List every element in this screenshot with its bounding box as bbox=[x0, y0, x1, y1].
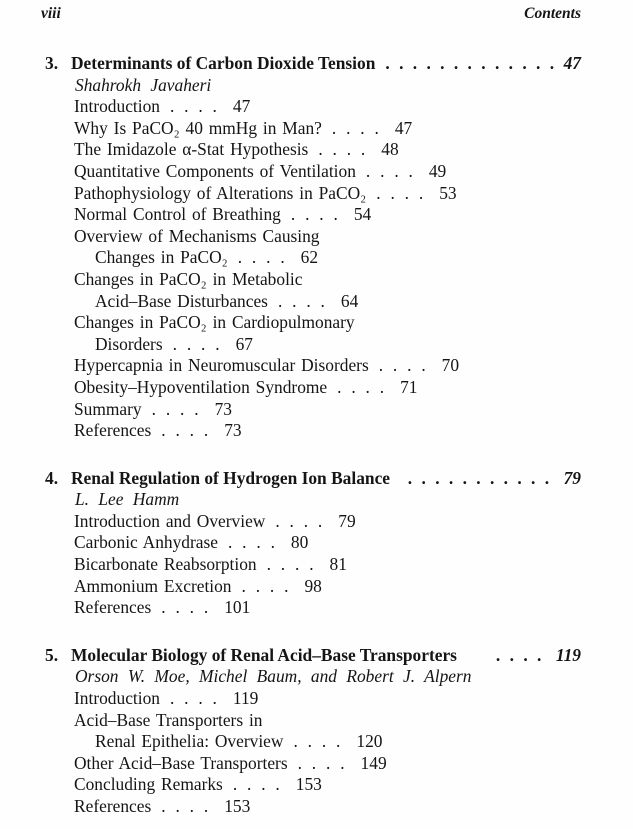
chapter-heading bbox=[41, 468, 581, 490]
chapter-heading bbox=[41, 53, 581, 75]
dot-leader: . . . . bbox=[318, 139, 368, 160]
toc-entry-title: Bicarbonate Reabsorption bbox=[74, 554, 257, 575]
toc-entry-page: 64 bbox=[340, 290, 359, 311]
chapter-number: 3. bbox=[45, 53, 59, 73]
toc-entry-page: 70 bbox=[441, 355, 460, 376]
toc-entry-title: References bbox=[74, 420, 152, 441]
toc-entry-page: 119 bbox=[232, 688, 259, 709]
toc-entry-page: 47 bbox=[232, 96, 251, 117]
dot-leader: . . . . bbox=[161, 597, 211, 618]
toc-entry-title: Disorders bbox=[95, 333, 163, 354]
toc-entry-title: Normal Control of Breathing bbox=[74, 204, 281, 225]
toc-entry bbox=[41, 247, 581, 269]
toc-chapter bbox=[41, 53, 581, 442]
toc-entry bbox=[41, 269, 581, 291]
toc-entry-page: 73 bbox=[224, 420, 242, 441]
toc-entry bbox=[41, 688, 581, 710]
toc-entry-title: Concluding Remarks bbox=[74, 774, 223, 795]
chapter-authors: L. Lee Hamm bbox=[75, 489, 180, 510]
chapter-authors: Orson W. Moe, Michel Baum, and Robert J. Alpern bbox=[75, 666, 472, 687]
toc-entry-title: Changes in PaCO₂ in Metabolic bbox=[74, 268, 303, 289]
toc-chapter bbox=[41, 468, 581, 619]
toc-entry-title: References bbox=[74, 597, 152, 618]
toc-entry bbox=[41, 420, 581, 442]
toc-entry bbox=[41, 532, 581, 554]
page-header bbox=[41, 5, 581, 23]
dot-leader: . . . . bbox=[275, 510, 325, 531]
toc-entry-page: 120 bbox=[356, 731, 383, 752]
toc-entry bbox=[41, 796, 581, 818]
toc-entry bbox=[41, 312, 581, 334]
dot-leader: . . . . bbox=[266, 554, 316, 575]
toc-entry bbox=[41, 334, 581, 356]
page-folio: viii bbox=[41, 5, 61, 22]
toc-entry bbox=[41, 774, 581, 796]
toc-entry bbox=[41, 355, 581, 377]
chapter-number: 4. bbox=[45, 467, 59, 488]
toc-entry-title: The Imidazole α-Stat Hypothesis bbox=[74, 139, 309, 160]
toc-entry-title: Introduction bbox=[74, 96, 160, 117]
dot-leader: . . . . . . . . . . . . . bbox=[385, 53, 557, 73]
toc-entry-page: 149 bbox=[360, 752, 387, 773]
dot-leader: . . . . bbox=[277, 290, 327, 311]
toc-entry bbox=[41, 139, 581, 161]
toc-entry-title: Introduction bbox=[74, 688, 160, 709]
chapter-title: Renal Regulation of Hydrogen Ion Balance bbox=[71, 467, 391, 488]
toc-entry-page: 67 bbox=[235, 333, 253, 354]
toc-entry-title: References bbox=[74, 796, 152, 816]
dot-leader: . . . . bbox=[331, 117, 381, 138]
toc-entry bbox=[41, 554, 581, 576]
toc-entry-title: Renal Epithelia: Overview bbox=[95, 731, 284, 752]
dot-leader: . . . . bbox=[378, 355, 428, 376]
toc-entry-page: 80 bbox=[290, 532, 309, 553]
toc-entry-page: 81 bbox=[329, 554, 347, 575]
toc-entry bbox=[41, 118, 581, 140]
toc-entry bbox=[41, 597, 581, 619]
chapter-title: Determinants of Carbon Dioxide Tension bbox=[71, 53, 376, 73]
dot-leader: . . . . bbox=[365, 160, 415, 181]
dot-leader: . . . . . . . . . . . bbox=[407, 467, 552, 488]
toc-entry-page: 73 bbox=[214, 398, 232, 419]
toc-entry bbox=[41, 731, 581, 753]
toc-entry-title: Changes in PaCO₂ in Cardiopulmonary bbox=[74, 312, 355, 333]
toc-entry-title: Changes in PaCO₂ bbox=[95, 247, 228, 268]
toc-entry bbox=[41, 511, 581, 533]
toc-entry-page: 54 bbox=[353, 204, 372, 225]
dot-leader: . . . . bbox=[172, 333, 222, 354]
running-head: Contents bbox=[524, 5, 581, 22]
toc-entry-page: 53 bbox=[439, 182, 457, 203]
toc-entry bbox=[41, 576, 581, 598]
toc-entry bbox=[41, 226, 581, 248]
toc-entry-title: Quantitative Components of Ventilation bbox=[74, 160, 356, 181]
chapter-page-number: 119 bbox=[555, 644, 581, 665]
toc-entry-title: Obesity–Hypoventilation Syndrome bbox=[74, 376, 328, 397]
toc-entry-page: 48 bbox=[381, 139, 399, 160]
toc-entry-title: Summary bbox=[74, 398, 142, 419]
chapter-page-number: 79 bbox=[563, 467, 581, 488]
chapter-heading bbox=[41, 645, 581, 667]
toc-entry bbox=[41, 183, 581, 205]
dot-leader: . . . . bbox=[161, 796, 211, 816]
dot-leader: . . . . bbox=[227, 532, 277, 553]
toc-entry-title: Hypercapnia in Neuromuscular Disorders bbox=[74, 355, 369, 376]
toc-entry-page: 49 bbox=[428, 160, 447, 181]
dot-leader: . . . . bbox=[237, 247, 287, 268]
chapter-authors: Shahrokh Javaheri bbox=[75, 74, 212, 95]
toc-entry-page: 98 bbox=[304, 575, 322, 596]
toc-entry bbox=[41, 377, 581, 399]
toc-entry-page: 47 bbox=[394, 117, 413, 138]
toc-entry-title: Why Is PaCO₂ 40 mmHg in Man? bbox=[74, 117, 322, 138]
toc-entry-page: 79 bbox=[338, 510, 356, 531]
toc-entry bbox=[41, 96, 581, 118]
dot-leader: . . . . bbox=[161, 420, 211, 441]
dot-leader: . . . . bbox=[151, 398, 201, 419]
dot-leader: . . . . bbox=[169, 96, 219, 117]
toc-entry-page: 71 bbox=[400, 376, 418, 397]
toc-entry-title: Overview of Mechanisms Causing bbox=[74, 225, 320, 246]
toc-chapter bbox=[41, 645, 581, 818]
dot-leader: . . . . bbox=[495, 644, 544, 665]
dot-leader: . . . . bbox=[290, 204, 340, 225]
toc-entry-title: Ammonium Excretion bbox=[74, 575, 232, 596]
dot-leader: . . . . bbox=[169, 688, 219, 709]
dot-leader: . . . . bbox=[241, 575, 291, 596]
toc-entry bbox=[41, 710, 581, 732]
toc-entry-page: 62 bbox=[300, 247, 319, 268]
toc-entry-title: Pathophysiology of Alterations in PaCO₂ bbox=[74, 182, 367, 203]
toc-entry-page: 153 bbox=[224, 796, 251, 816]
toc-entry-page: 101 bbox=[224, 597, 251, 618]
toc-entry-title: Introduction and Overview bbox=[74, 510, 266, 531]
dot-leader: . . . . bbox=[232, 774, 282, 795]
toc-entry bbox=[41, 161, 581, 183]
toc-entry bbox=[41, 753, 581, 775]
dot-leader: . . . . bbox=[376, 182, 426, 203]
dot-leader: . . . . bbox=[297, 752, 347, 773]
dot-leader: . . . . bbox=[293, 731, 343, 752]
toc-entry-title: Carbonic Anhydrase bbox=[74, 532, 218, 553]
toc-entry bbox=[41, 399, 581, 421]
toc-entry-title: Acid–Base Disturbances bbox=[95, 290, 268, 311]
toc-entry bbox=[41, 204, 581, 226]
dot-leader: . . . . bbox=[337, 376, 387, 397]
toc-entry-title: Other Acid–Base Transporters bbox=[74, 752, 288, 773]
chapter-page-number: 47 bbox=[563, 53, 581, 73]
chapter-number: 5. bbox=[45, 644, 59, 665]
toc-entry bbox=[41, 291, 581, 313]
toc-entry-page: 153 bbox=[295, 774, 322, 795]
chapter-title: Molecular Biology of Renal Acid–Base Transporters bbox=[71, 644, 457, 665]
table-of-contents bbox=[41, 53, 581, 818]
toc-entry-title: Acid–Base Transporters in bbox=[74, 709, 263, 730]
